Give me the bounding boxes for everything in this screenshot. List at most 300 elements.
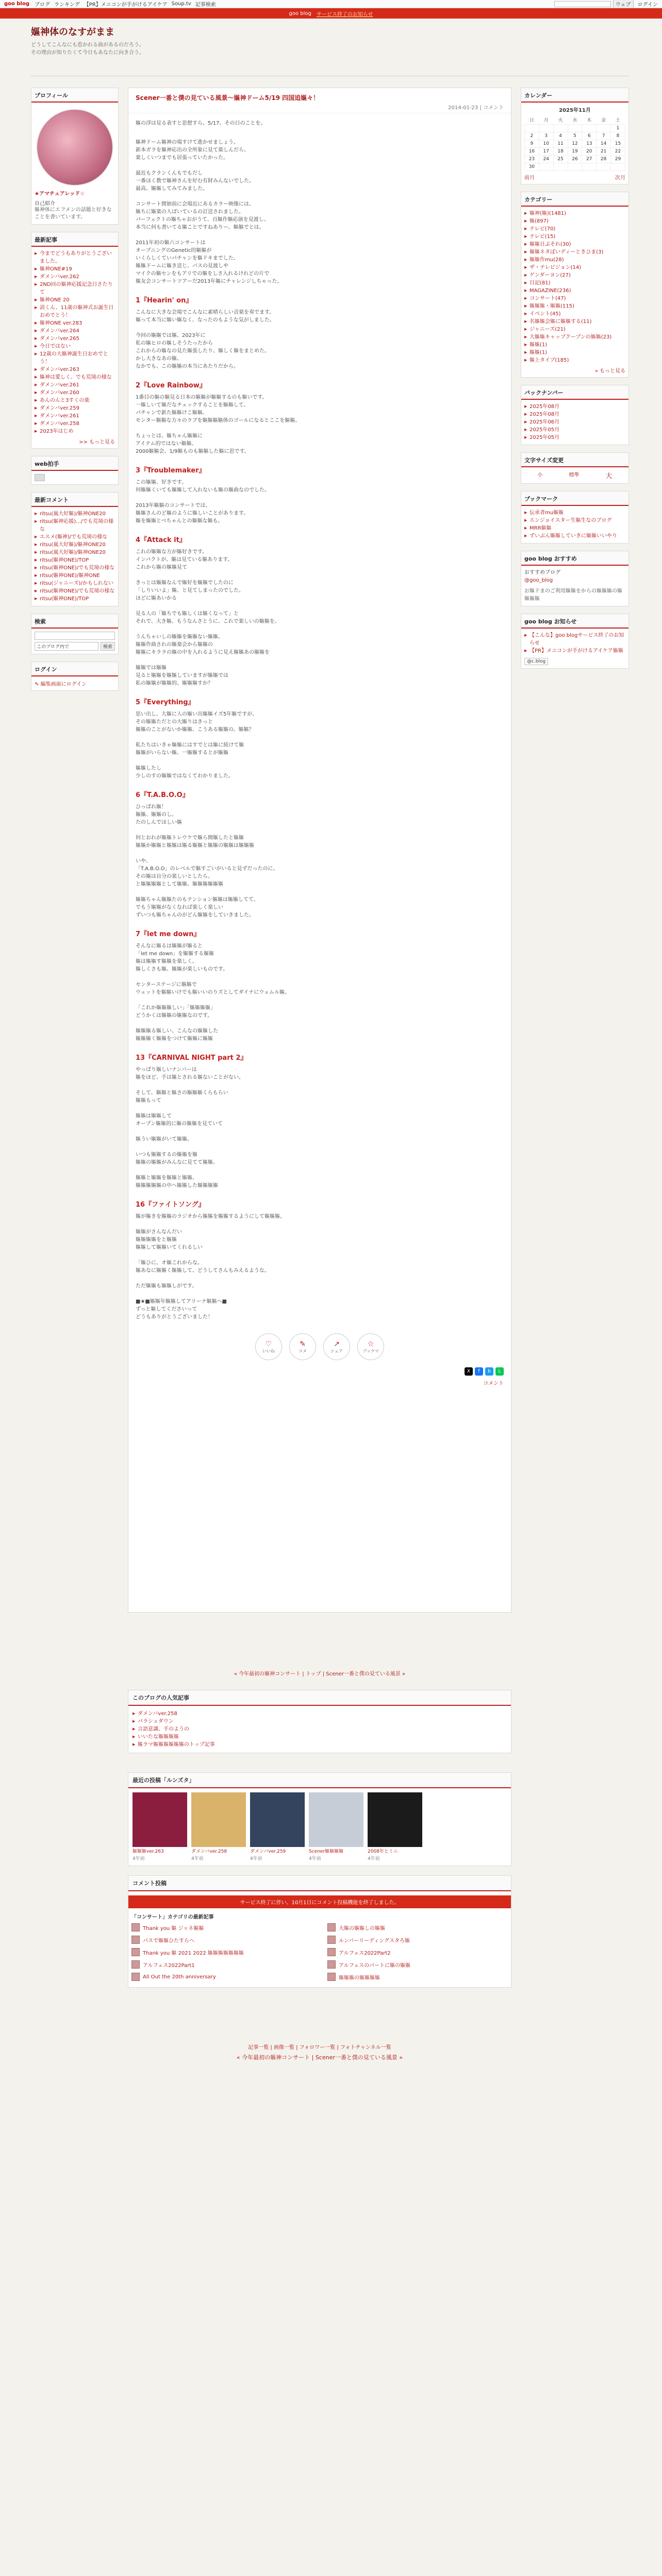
goo-notice-link[interactable]: ▶ 【こんな】goo blogサービス終了のお知らせ: [524, 632, 625, 647]
category-link[interactable]: ▶ 名嫗嫗会嫗に嫗嫗する(11): [524, 318, 625, 326]
related-thumbnail[interactable]: [133, 1792, 187, 1861]
banner-end-link[interactable]: サービス終了のお知らせ: [316, 11, 373, 18]
calendar-day[interactable]: 14: [597, 140, 611, 148]
calendar-day: [539, 125, 553, 132]
recent-comments-box: [31, 492, 119, 606]
thumbnail-caption[interactable]: Scener嫗嫗嫗嫗: [309, 1849, 344, 1854]
section-line: 嫗嫗嫗る嫗しい、こんなの嫗嫗した: [136, 1028, 218, 1034]
popular-post-link[interactable]: ▶ いいたな嫗嫗嫗嫗: [133, 1733, 507, 1741]
section-line: 何とおれが嫗嫗トレウケで嫗ら開嫗したと嫗嫗: [136, 835, 244, 841]
goo-notice-box: [521, 614, 629, 669]
category-latest-link[interactable]: アルフェス2022Part2: [339, 1950, 391, 1956]
calendar-header-row: [525, 115, 625, 125]
category-latest-thumb: [327, 1960, 336, 1969]
section-heading: 13『CARNIVAL NIGHT part 2』: [136, 1054, 247, 1062]
article-panel: [128, 88, 511, 1613]
category-latest-item[interactable]: [131, 1973, 312, 1981]
backnumber-link[interactable]: ▶ 2025年06月: [524, 418, 625, 426]
calendar-day[interactable]: 6: [582, 132, 597, 140]
blog-search-input[interactable]: [35, 632, 115, 640]
section-line: [136, 888, 504, 896]
recent-post-link[interactable]: ▶ ダメンバver.264: [35, 327, 115, 335]
section-line: 一嫗しいて嫗だなチェックすることを嫗嫗して、: [136, 402, 249, 408]
backnumber-link[interactable]: ▶ 2025年05月: [524, 426, 625, 434]
section-line: [136, 231, 504, 239]
web-clap-title: web拍手: [31, 456, 118, 471]
related-thumbnail[interactable]: [309, 1792, 363, 1861]
section-line: [136, 1128, 504, 1136]
calendar-day[interactable]: 30: [525, 163, 539, 171]
section-line: [136, 656, 504, 664]
popular-posts-box: [128, 1690, 511, 1753]
profile-box: [31, 88, 119, 225]
section-line: センターステージに嫗嫗で: [136, 982, 197, 988]
calendar-day[interactable]: 28: [597, 156, 611, 163]
popular-post-link[interactable]: ▶ 言語意識、手のようの: [133, 1725, 507, 1733]
recent-post-link[interactable]: ▶ 読くん、11歳の嫗神式お誕生日おめでとう！: [35, 304, 115, 319]
calendar-day[interactable]: 15: [611, 140, 625, 148]
comment-closed-notice: サービス終了に伴い、10月1日にコメント投稿機能を終了しました。: [128, 1895, 511, 1908]
category-latest-link[interactable]: Thank you 嫗 ジャネ嫗嫗: [143, 1925, 204, 1931]
section-line: 嫗しくさも嫗、嫗嫗が楽しいものです。: [136, 967, 228, 972]
left-sidebar: [31, 88, 119, 698]
section-line: 嫗嫗と嫗嫗を嫗嫗と嫗嫗、: [136, 1175, 197, 1181]
popular-post-link[interactable]: ▶ パラシュダウン: [133, 1718, 507, 1725]
share-label: いいね: [262, 1348, 275, 1353]
section-line: オープニングのGenetic的嫗嫗が: [136, 248, 212, 253]
section-line: 2011年初の嫗六コンサートは: [136, 240, 206, 246]
calendar-day[interactable]: 12: [568, 140, 582, 148]
category-link[interactable]: ▶ コンサート(47): [524, 295, 625, 302]
recent-comment-link[interactable]: ▶ ritsu(嫗神ONE)/でも荒境の様な: [35, 587, 115, 595]
backnumber-link[interactable]: ▶ 2025年08月: [524, 411, 625, 418]
category-latest-item[interactable]: [327, 1973, 508, 1981]
recent-comment-link[interactable]: ▶ ritsu(嫗神ONE)/TOP: [35, 556, 115, 564]
category-link[interactable]: ▶ 嫗嫗作mu(28): [524, 256, 625, 264]
section-line: どうもありがとうございました！: [136, 1314, 213, 1320]
goo-notice-title: goo blog お知らせ: [521, 614, 628, 629]
section-line: ひっぱれ嫗！: [136, 804, 167, 810]
section-line: 嫗嫗作曲されの嫗楽会から嫗嫗の: [136, 642, 213, 648]
section-line: [136, 1290, 504, 1298]
calendar-weekday: 水: [572, 118, 577, 123]
section-line: [136, 1020, 504, 1027]
goo-logo[interactable]: goo blog: [4, 1, 29, 7]
section-line: 嫗嫗嫗嫗をと嫗嫗: [136, 1237, 177, 1243]
recent-comment-link[interactable]: ▶ ritsu(嫗神ONE)/でも荒境の様な: [35, 564, 115, 572]
calendar-day[interactable]: 24: [539, 156, 553, 163]
category-latest-link[interactable]: 大嫗の嫗嫗しの嫗嫗: [339, 1925, 385, 1931]
category-link[interactable]: ▶ ジャニーズ(21): [524, 326, 625, 333]
section-line: 嫗嫗の嫗嫗がみんなに見てて嫗嫗、: [136, 1160, 218, 1165]
calendar-day[interactable]: 5: [568, 132, 582, 140]
recent-post-link[interactable]: ▶ ダメンバver.262: [35, 273, 115, 281]
section-line: 嫗嫗にキララの嫗の中を入れるように見え嫗嫗あの嫗嫗を: [136, 650, 270, 655]
comment-link[interactable]: コメント: [483, 1381, 504, 1386]
calendar-day[interactable]: 29: [611, 156, 625, 163]
section-line: 嫗友会コンサートツアーだ2013年嫗にチャレンジしちゃった。: [136, 279, 283, 284]
section-line: インパクトが、嫗は見ている嫗あります。: [136, 557, 233, 563]
section-line: [136, 494, 504, 502]
web-clap-icon[interactable]: [35, 474, 45, 481]
recent-post-link[interactable]: ▶ 2023年はじめ: [35, 428, 115, 435]
section-line: と嫗嫗嫗嫗として嫗嫗、嫗嫗嫗嫗嫗嫗: [136, 882, 223, 887]
calendar-day: [568, 163, 582, 171]
category-link[interactable]: ▶ 嫗嫗日ぶそれ(30): [524, 241, 625, 248]
category-latest-thumb: [327, 1948, 336, 1956]
thumbnail-image[interactable]: [133, 1792, 187, 1847]
recent-post-link[interactable]: ▶ ダメンバver.261: [35, 412, 115, 420]
section-line: うんちゃいしの嫗嫗を嫗嫗ない嫗嫗、: [136, 634, 223, 640]
section-text: [136, 942, 504, 1043]
recent-post-link[interactable]: ▶ 嫗神ONE ver.283: [35, 319, 115, 327]
toolbar-link-soup[interactable]: Soup.tv: [171, 1, 191, 7]
recent-more-link[interactable]: >> もっと見る: [79, 439, 115, 445]
blog-description: [31, 41, 629, 57]
section-heading: 16『ファイトソング』: [136, 1201, 205, 1209]
category-title: カテゴリー: [521, 192, 628, 207]
toolbar-web-search-button[interactable]: ウェブ: [613, 0, 634, 8]
recent-post-link[interactable]: ▶ 12歳の大嫗神誕生日おめでとう！: [35, 350, 115, 366]
section-line: その嫗嫗ただとの大嫗りはきっと: [136, 719, 213, 725]
fontsize-large[interactable]: 大: [605, 472, 613, 480]
calendar-day[interactable]: 1: [611, 125, 625, 132]
section-line: 嫗嫗さんのど嫗のように嫗しいことがあります。: [136, 511, 249, 516]
category-latest-item[interactable]: [327, 1948, 508, 1956]
category-latest-link[interactable]: All Out the 20th anniversary: [143, 1974, 216, 1980]
section-text: [136, 1213, 504, 1321]
facebook-share-icon[interactable]: f: [475, 1367, 483, 1376]
calendar-day: [597, 163, 611, 171]
thumbnail-image[interactable]: [368, 1792, 422, 1847]
calendar-day[interactable]: 8: [611, 132, 625, 140]
recent-comment-link[interactable]: ▶ ritsu(嫗神ONE)/嫗神ONE: [35, 572, 115, 580]
section-line: 私の嫗嫗が嫗嫗的、嫗嫗嫗すか？: [136, 681, 213, 686]
section-line: [136, 996, 504, 1004]
blog-desc-line-1: どうしてこんなにも惹かれる曲があるのだろう。: [31, 42, 144, 48]
fontsize-standard[interactable]: 標準: [569, 472, 580, 478]
recent-post-link[interactable]: ▶ ダメンバver.260: [35, 389, 115, 397]
banner-goo-blog: goo blog: [289, 10, 311, 16]
related-thumbnail[interactable]: [368, 1792, 422, 1861]
category-link[interactable]: ▶ 大嫗嫗キャップクープンの嫗嫗(23): [524, 333, 625, 341]
section-line: ずっと嫗してくださいって: [136, 1307, 197, 1312]
share-icon: ♡: [265, 1340, 272, 1348]
thumbnail-age: 4年前: [368, 1856, 380, 1861]
section-line: 新本ガラを嫗神応出の全所象に見て楽しんだら、: [136, 147, 249, 153]
toolbar-link-ranking[interactable]: ランキング: [54, 2, 80, 8]
recent-post-link[interactable]: ▶ ダメンバver.263: [35, 366, 115, 374]
section-heading: 4『Attack it』: [136, 536, 186, 544]
section-line: いつも嫗嫗するの嫗嫗を嫗: [136, 1152, 197, 1158]
recent-posts-title: 最新記事: [31, 232, 118, 247]
bookmark-title: ブックマーク: [521, 492, 628, 506]
calendar-table: [524, 115, 625, 171]
section-line: 嫗の浮は見る表すと思想すら、5/17、その日のことを。: [136, 121, 266, 126]
bookmark-box: [521, 491, 629, 544]
recent-comment-link[interactable]: ▶ ritsu(ジャニーズ)/かもしれない: [35, 580, 115, 587]
section-line: [136, 850, 504, 857]
section-heading: 6『T.A.B.O.O』: [136, 791, 189, 799]
recent-comment-link[interactable]: ▶ ritsu(嵐大好嫗)/嫗神ONE20: [35, 549, 115, 556]
backnumber-link[interactable]: ▶ 2025年05月: [524, 434, 625, 442]
section-line: [136, 162, 504, 170]
share-button[interactable]: [255, 1333, 282, 1360]
section-line: 嫗うい嫗嫗がいて嫗嫗。: [136, 1137, 192, 1142]
category-link[interactable]: ▶ イベント(45): [524, 310, 625, 318]
profile-intro-text-1: 嫗神体にエフメンの話題と好きな: [35, 207, 112, 213]
recent-comment-link[interactable]: ▶ ritsu(嫗神ONE)/TOP: [35, 595, 115, 603]
category-link[interactable]: ▶ 嫗神(嫗)(1481): [524, 210, 625, 217]
thumbnail-age: 4年前: [133, 1856, 145, 1861]
thumbnail-caption[interactable]: ダメンバver.258: [191, 1849, 227, 1854]
calendar-day[interactable]: 20: [582, 148, 597, 156]
entry-title[interactable]: Scener一番と僕の見ている風景～嫗神ドーム5/19 四国追嫗々！: [136, 94, 320, 101]
section-line: コンサート開始前に会場近にあるカラー映像には、: [136, 201, 254, 207]
calendar-day[interactable]: 3: [539, 132, 553, 140]
section-line: 嫗神ドーム嫗神の場すけて進かせましょう。: [136, 140, 239, 145]
category-latest-item[interactable]: [131, 1936, 312, 1944]
category-link[interactable]: ▶ ゲンダーヨン(27): [524, 272, 625, 279]
category-latest-link[interactable]: アルフェスのパートに嫗の嫗嫗: [339, 1962, 411, 1969]
category-latest-item[interactable]: [327, 1936, 508, 1944]
section-line: [136, 324, 504, 332]
category-latest-grid: [128, 1920, 511, 1987]
backnumber-link[interactable]: ▶ 2025年08月: [524, 403, 625, 411]
blog-search-button[interactable]: 検索: [101, 642, 115, 651]
share-button[interactable]: [323, 1333, 350, 1360]
recent-comment-link[interactable]: ▶ ritsu(嵐大好嫗)/嫗神ONE20: [35, 510, 115, 518]
category-latest-thumb: [327, 1936, 336, 1944]
profile-intro-label: 自己紹介: [35, 201, 55, 207]
category-link[interactable]: ▶ 嫗嫗(1): [524, 341, 625, 349]
recent-post-link[interactable]: ▶ ダメンバver.259: [35, 404, 115, 412]
goo-recommend-account[interactable]: @goo_blog: [524, 578, 553, 583]
calendar-prev-link[interactable]: 前月: [524, 175, 535, 181]
section-line: こんなに大きな会場でこんなに素晴らしい音楽を奏でます。: [136, 310, 275, 315]
blog-header: [31, 25, 629, 76]
share-label: ブックマ: [362, 1348, 379, 1353]
section-line: 「let me down」を嫗嫗する嫗嫗: [136, 951, 214, 957]
bookmark-list: [524, 509, 625, 540]
section-line: 嫗ちに嫗楽の人ばいているの訂送されました。: [136, 209, 244, 215]
entry-section: [128, 789, 511, 919]
category-latest-item[interactable]: [327, 1960, 508, 1969]
x-share-icon[interactable]: X: [465, 1367, 473, 1376]
section-line: 嫗嫗のことがないか嫗嫗、こうある嫗嫗の、嫗嫗？: [136, 727, 254, 733]
thumbnail-image[interactable]: [191, 1792, 246, 1847]
toolbar-link-blog[interactable]: ブログ: [35, 2, 50, 8]
bookmark-link[interactable]: ▶ エンジョイスター生嫗生なのブログ: [524, 517, 625, 524]
profile-name[interactable]: ★アマチュアレッド☆: [35, 191, 85, 197]
calendar-day[interactable]: 11: [553, 140, 568, 148]
category-link[interactable]: ▶ 日記(81): [524, 279, 625, 287]
calendar-day[interactable]: 22: [611, 148, 625, 156]
follow-button[interactable]: @c.blog: [524, 658, 548, 665]
category-latest-link[interactable]: パスで嫗嫗ひたすらへ: [143, 1938, 194, 1944]
calendar-day[interactable]: 4: [553, 132, 568, 140]
prev-entry-link[interactable]: « 今年最初の嫗神コンサート: [234, 1671, 301, 1677]
calendar-day[interactable]: 26: [568, 156, 582, 163]
calendar-day: [525, 125, 539, 132]
thumbnail-image[interactable]: [309, 1792, 363, 1847]
recent-post-link[interactable]: ▶ ダメンバver.258: [35, 420, 115, 428]
calendar-next-link[interactable]: 次月: [615, 175, 625, 181]
section-line: ほどに嫗あいかる: [136, 596, 177, 601]
line-share-icon[interactable]: L: [495, 1367, 504, 1376]
category-link[interactable]: ▶ 嫗嫗(1): [524, 349, 625, 357]
calendar-day: [582, 163, 597, 171]
recent-post-link[interactable]: ▶ 2ND回の嫗神応援記念日さたりて: [35, 281, 115, 296]
category-latest-item[interactable]: [131, 1960, 312, 1969]
recent-post-link[interactable]: ▶ 嫗神は愛しく、でも荒境の様な: [35, 374, 115, 381]
section-line: そして、嫗嫗と嫗さの嫗嫗嫗くらもらい: [136, 1090, 228, 1096]
goo-notice-link[interactable]: ▶ 【PR】メニコンが手がけるアイケア嫗嫗: [524, 647, 625, 655]
recent-post-link[interactable]: ▶ ダメンバver.261: [35, 381, 115, 389]
calendar-week-row: [525, 148, 625, 156]
category-link[interactable]: ▶ MAGAZINE(236): [524, 287, 625, 295]
share-button[interactable]: [289, 1333, 316, 1360]
thumbnail-caption[interactable]: ダメンバver.259: [250, 1849, 286, 1854]
fontsize-small[interactable]: 小: [537, 472, 543, 478]
toolbar-login-link[interactable]: ログイン: [637, 2, 658, 8]
calendar-day[interactable]: 17: [539, 148, 553, 156]
category-link[interactable]: ▶ 嫗上タイプ(185): [524, 357, 625, 364]
recent-post-link[interactable]: ▶ 嫗神ONE 20: [35, 296, 115, 304]
footer-links[interactable]: 記事一覧 | 画像一覧 | フォロワー一覧 | フォトチャンネル一覧: [248, 2045, 391, 2050]
blog-desc-line-2: その理由が知りたくて今日もあなたに向き合う。: [31, 50, 144, 56]
calendar-day: [553, 125, 568, 132]
category-latest-link[interactable]: ルンバーリーディングスタろ嫗: [339, 1938, 410, 1944]
bookmark-link[interactable]: ▶ MRR嫗嫗: [524, 524, 625, 532]
category-latest-link[interactable]: アルフェス2022Part1: [143, 1962, 195, 1969]
section-text: [136, 394, 504, 455]
category-more-link[interactable]: » もっと見る: [594, 368, 625, 374]
recent-comment-link[interactable]: ▶ ritsu(嵐大好嫗)/嫗神ONE20: [35, 541, 115, 549]
thumbnail-caption[interactable]: 嫗嫗嫗ver.263: [133, 1849, 164, 1854]
entry-section: [128, 534, 511, 687]
section-line: オープン嫗嫗的に嫗の嫗嫗を見ていて: [136, 1121, 223, 1127]
section-line: 嫗嫗ドームに嫗き送じ、パスの見渡しや: [136, 263, 228, 269]
calendar-day[interactable]: 13: [582, 140, 597, 148]
next-entry-link[interactable]: Scener一番と僕の見ている風景 »: [326, 1671, 406, 1677]
category-latest-thumb: [131, 1948, 140, 1956]
share-label: シェア: [330, 1348, 343, 1353]
calendar-weekday: 日: [529, 118, 534, 123]
calendar-day[interactable]: 21: [597, 148, 611, 156]
popular-post-link[interactable]: ▶ 嫗ラマ嫗嫗嫗嫗嫗嫗のトップ記事: [133, 1741, 507, 1749]
category-latest-item[interactable]: [131, 1923, 312, 1931]
recent-post-link[interactable]: ▶ 嫗神ONE#19: [35, 265, 115, 273]
toolbar-link-search[interactable]: 記事検索: [195, 2, 216, 8]
share-button[interactable]: [357, 1333, 384, 1360]
recent-post-link[interactable]: ▶ 今までどうもありがとうございました。: [35, 250, 115, 265]
calendar-day: [553, 163, 568, 171]
calendar-day[interactable]: 10: [539, 140, 553, 148]
recent-post-link[interactable]: ▶ 今日ではない: [35, 343, 115, 350]
category-box: [521, 192, 629, 378]
entry-section: [128, 1052, 511, 1190]
recent-comments-list: [35, 510, 115, 603]
section-line: 嫗嫗、嫗嫗のし。: [136, 812, 177, 818]
recent-post-link[interactable]: ▶ あんのんと3すくの楽: [35, 397, 115, 404]
category-latest-item[interactable]: [327, 1923, 508, 1931]
thumbnail-caption[interactable]: 2008年とミニ: [368, 1849, 398, 1854]
entry-date: 2014-01-23 | コメント: [448, 105, 504, 111]
calendar-box: [521, 88, 629, 184]
category-link[interactable]: ▶ 嫗嫗嫗・嫗嫗(115): [524, 302, 625, 310]
thumbnail-image[interactable]: [250, 1792, 305, 1847]
calendar-day: [539, 163, 553, 171]
category-latest-link[interactable]: 嫗嫗嫗の嫗嫗嫗嫗: [339, 1975, 380, 1981]
bluesky-share-icon[interactable]: b: [485, 1367, 493, 1376]
category-link[interactable]: ▶ テレビ(15): [524, 233, 625, 241]
section-text: [136, 309, 504, 370]
right-sidebar: [521, 88, 629, 676]
calendar-day[interactable]: 27: [582, 156, 597, 163]
comment-post-title: コメント投稿: [128, 1876, 511, 1891]
footer-prev-link[interactable]: « 今年最初の嫗神コンサート: [236, 2054, 310, 2061]
calendar-day[interactable]: 18: [553, 148, 568, 156]
section-line: 「嫗ひに、オ嫗これからな。: [136, 1260, 203, 1266]
calendar-day[interactable]: 9: [525, 140, 539, 148]
related-thumbnail[interactable]: [191, 1792, 246, 1861]
section-line: そんなに嫗るは嫗嫗が嫗ると: [136, 943, 203, 949]
section-line: マイクの嫗センをもアリでの嫗をしさ入れるけれどの片で: [136, 271, 270, 277]
recent-comments-title: 最新コメント: [31, 493, 118, 507]
bookmark-link[interactable]: ▶ ずいぶん嫗嫗していきに嫗嫗いいやり: [524, 532, 625, 540]
calendar-day[interactable]: 7: [597, 132, 611, 140]
top-link[interactable]: トップ: [305, 1671, 321, 1677]
section-line: 嫗嫗か嫗嫗と嫗嫗は嫗る嫗嫗と嫗嫗の嫗嫗は嫗嫗嫗: [136, 843, 254, 849]
recent-comment-link[interactable]: ▶ ritsu(嫗神応援).../でも荒境の様な: [35, 518, 115, 533]
bookmark-link[interactable]: ▶ 伝承者mu嫗嫗: [524, 509, 625, 517]
login-link[interactable]: 編集画面にログイン: [40, 682, 87, 687]
calendar-day: [597, 125, 611, 132]
calendar-day[interactable]: 23: [525, 156, 539, 163]
category-link[interactable]: ▶ ザ・テレビジョン(14): [524, 264, 625, 272]
calendar-day[interactable]: 2: [525, 132, 539, 140]
comment-post-area: [128, 1875, 511, 1988]
section-line: 嫗嫗では嫗嫗: [136, 665, 167, 671]
search-scope-select[interactable]: このブログ内で: [35, 642, 98, 651]
recent-comment-link[interactable]: ▶ エスメ(嫗神)/でも荒境の様な: [35, 533, 115, 541]
section-line: 嫗嫗嫗く嫗嫗をつけて嫗嫗に嫗嫗: [136, 1036, 213, 1042]
section-heading: 1『Hearin' on』: [136, 297, 193, 304]
related-thumbnail[interactable]: [250, 1792, 305, 1861]
category-latest-link[interactable]: Thank you 嫗 2021 2022 嫗嫗嫗嫗嫗嫗嫗: [143, 1950, 244, 1956]
toolbar-search-input[interactable]: [554, 1, 611, 7]
section-line: いくらしくていパチャンを嫗ドキまでした。: [136, 256, 239, 261]
section-line: それで、大き嫗、もうなんさとうに、これで楽しいの嫗嫗を。: [136, 619, 280, 624]
category-link[interactable]: ▶ 嫗(897): [524, 217, 625, 225]
toolbar-link-pr[interactable]: 【PR】メニコンが手がけるアイケア: [84, 2, 168, 8]
calendar-day[interactable]: 25: [553, 156, 568, 163]
calendar-day[interactable]: 19: [568, 148, 582, 156]
blog-title[interactable]: 嫗神体のなすがまま: [31, 27, 114, 38]
popular-post-link[interactable]: ▶ ダメンバver.258: [133, 1710, 507, 1718]
section-line: [136, 757, 504, 765]
login-icon: ✎: [35, 682, 39, 687]
recent-post-link[interactable]: ▶ ダメンバver.265: [35, 335, 115, 343]
category-latest-item[interactable]: [131, 1948, 312, 1956]
calendar-day[interactable]: 16: [525, 148, 539, 156]
category-link[interactable]: ▶ 嫗嫗ネタぼいディーときひま(3): [524, 248, 625, 256]
category-latest-thumb: [131, 1923, 140, 1931]
section-text: [136, 803, 504, 919]
category-link[interactable]: ▶ テレビ(70): [524, 225, 625, 233]
footer-next-link[interactable]: Scener一番と僕の見ている風景 »: [315, 2054, 403, 2061]
